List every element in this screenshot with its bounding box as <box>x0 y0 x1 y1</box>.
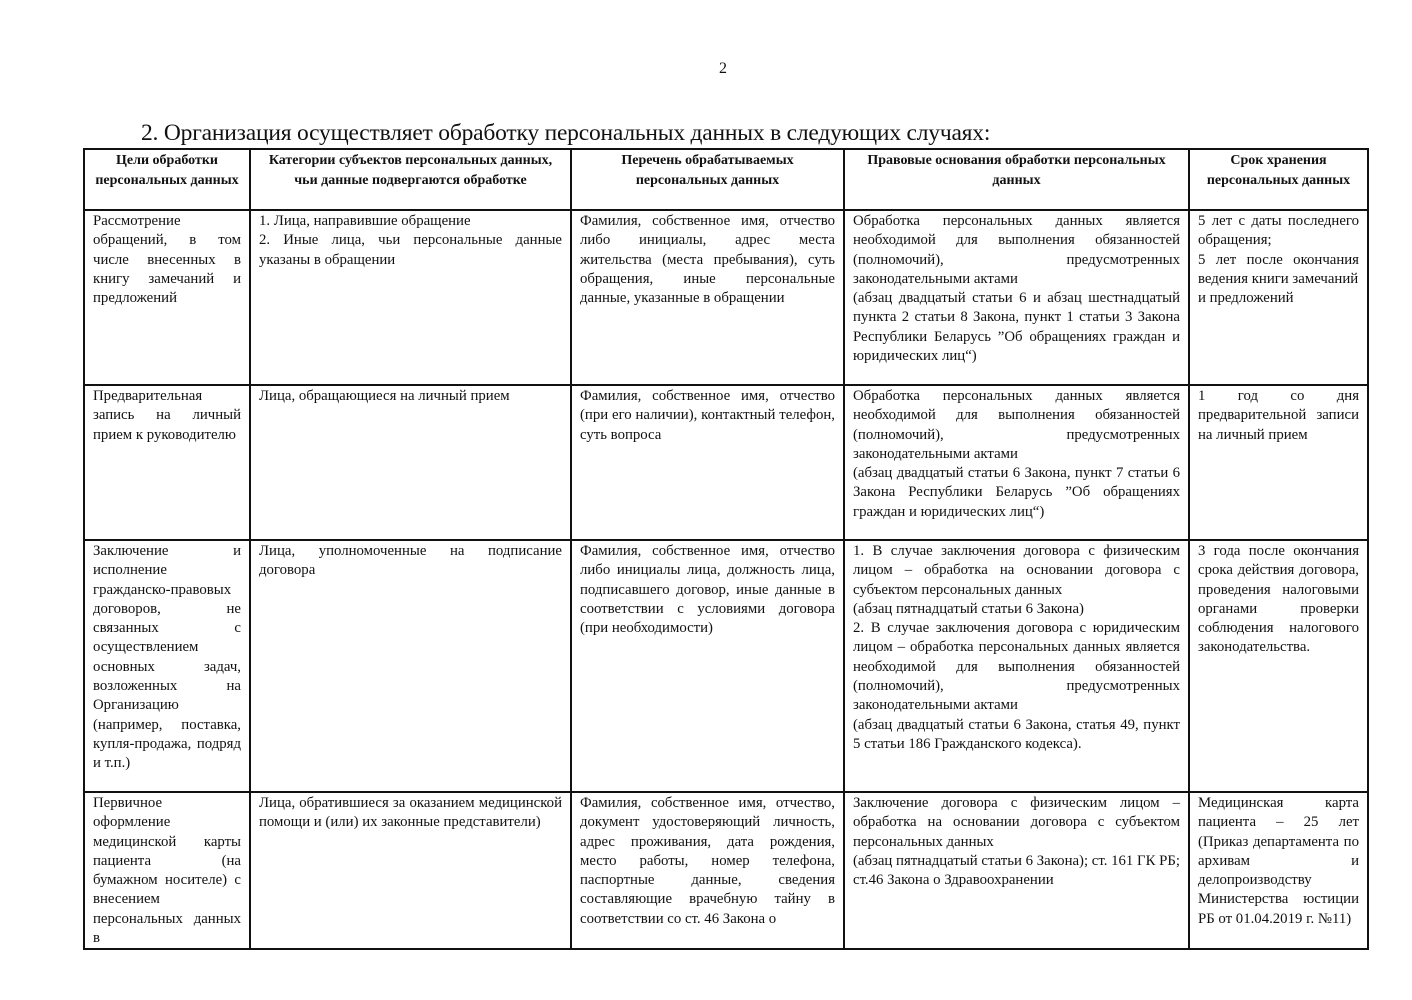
cell-subjects: Лица, уполномоченные на подписание договора <box>250 540 571 792</box>
section-title: 2. Организация осуществляет обработку персональных данных в следующих случаях: <box>141 120 991 146</box>
cell-retention: 5 лет с даты последнего обращения; 5 лет после окончания ведения книги замечаний и предложений <box>1189 210 1368 385</box>
cell-purpose: Заключение и исполнение гражданско-правовых договоров, не связанных с осуществлением основных задач, возложенных на Организацию (например, поставка, купля-продажа, подряд и т.п.) <box>84 540 250 792</box>
cell-purpose: Первичное оформление медицинской карты пациента (на бумажном носителе) с внесением персональных данных в <box>84 792 250 949</box>
header-legal-basis: Правовые основания обработки персональных данных <box>844 149 1189 210</box>
cell-data-list: Фамилия, собственное имя, отчество, документ удостоверяющий личность, адрес проживания, дата рождения, место работы, номер телефона, паспортные данные, сведения составляющие врачебную тайну в соответствии со ст. 46 Закона о <box>571 792 844 949</box>
header-purpose: Цели обработки персональных данных <box>84 149 250 210</box>
header-data-list: Перечень обрабатываемых персональных данных <box>571 149 844 210</box>
cell-retention: Медицинская карта пациента – 25 лет (Приказ департамента по архивам и делопроизводству Министерства юстиции РБ от 01.04.2019 г. №11) <box>1189 792 1368 949</box>
table-row <box>84 385 1368 540</box>
header-retention: Срок хранения персональных данных <box>1189 149 1368 210</box>
cell-legal-basis: Заключение договора с физическим лицом – обработка на основании договора с субъектом персональных данных (абзац пятнадцатый статьи 6 Закона); ст. 161 ГК РБ; ст.46 Закона о Здравоохранении <box>844 792 1189 949</box>
cell-subjects: Лица, обращающиеся на личный прием <box>250 385 571 540</box>
table-header-row <box>84 149 1368 210</box>
table-row <box>84 540 1368 792</box>
cell-data-list: Фамилия, собственное имя, отчество либо инициалы, адрес места жительства (места пребывания), суть обращения, иные персональные данные, указанные в обращении <box>571 210 844 385</box>
cell-purpose: Предварительная запись на личный прием к руководителю <box>84 385 250 540</box>
cell-data-list: Фамилия, собственное имя, отчество (при его наличии), контактный телефон, суть вопроса <box>571 385 844 540</box>
cell-retention: 3 года после окончания срока действия договора, проведения налоговыми органами проверки соблюдения налогового законодательства. <box>1189 540 1368 792</box>
cell-purpose: Рассмотрение обращений, в том числе внесенных в книгу замечаний и предложений <box>84 210 250 385</box>
cell-data-list: Фамилия, собственное имя, отчество либо инициалы лица, должность лица, подписавшего договор, иные данные в соответствии с условиями договора (при необходимости) <box>571 540 844 792</box>
header-subjects: Категории субъектов персональных данных, чьи данные подвергаются обработке <box>250 149 571 210</box>
cell-retention: 1 год со дня предварительной записи на личный прием <box>1189 385 1368 540</box>
cell-legal-basis: 1. В случае заключения договора с физическим лицом – обработка на основании договора с субъектом персональных данных (абзац пятнадцатый статьи 6 Закона) 2. В случае заключения договора с юридическим лицом – обработка персональных данных является необходимой для выполнения обязанностей (полномочий), предусмотренных законодательными актами (абзац двадцатый статьи 6 Закона, статья 49, пункт 5 статьи 186 Гражданского кодекса). <box>844 540 1189 792</box>
page-number: 2 <box>719 60 727 77</box>
cell-legal-basis: Обработка персональных данных является необходимой для выполнения обязанностей (полномочий), предусмотренных законодательными актами (абзац двадцатый статьи 6 и абзац шестнадцатый пункта 2 статьи 8 Закона, пункт 1 статьи 3 Закона Республики Беларусь ”Об обращениях граждан и юридических лиц“) <box>844 210 1189 385</box>
cell-subjects: 1. Лица, направившие обращение 2. Иные лица, чьи персональные данные указаны в обращении <box>250 210 571 385</box>
cell-subjects: Лица, обратившиеся за оказанием медицинской помощи и (или) их законные представители) <box>250 792 571 949</box>
table-row <box>84 210 1368 385</box>
table-row <box>84 792 1368 949</box>
personal-data-processing-table <box>83 148 1369 950</box>
cell-legal-basis: Обработка персональных данных является необходимой для выполнения обязанностей (полномочий), предусмотренных законодательными актами (абзац двадцатый статьи 6 Закона, пункт 7 статьи 6 Закона Республики Беларусь ”Об обращениях граждан и юридических лиц“) <box>844 385 1189 540</box>
